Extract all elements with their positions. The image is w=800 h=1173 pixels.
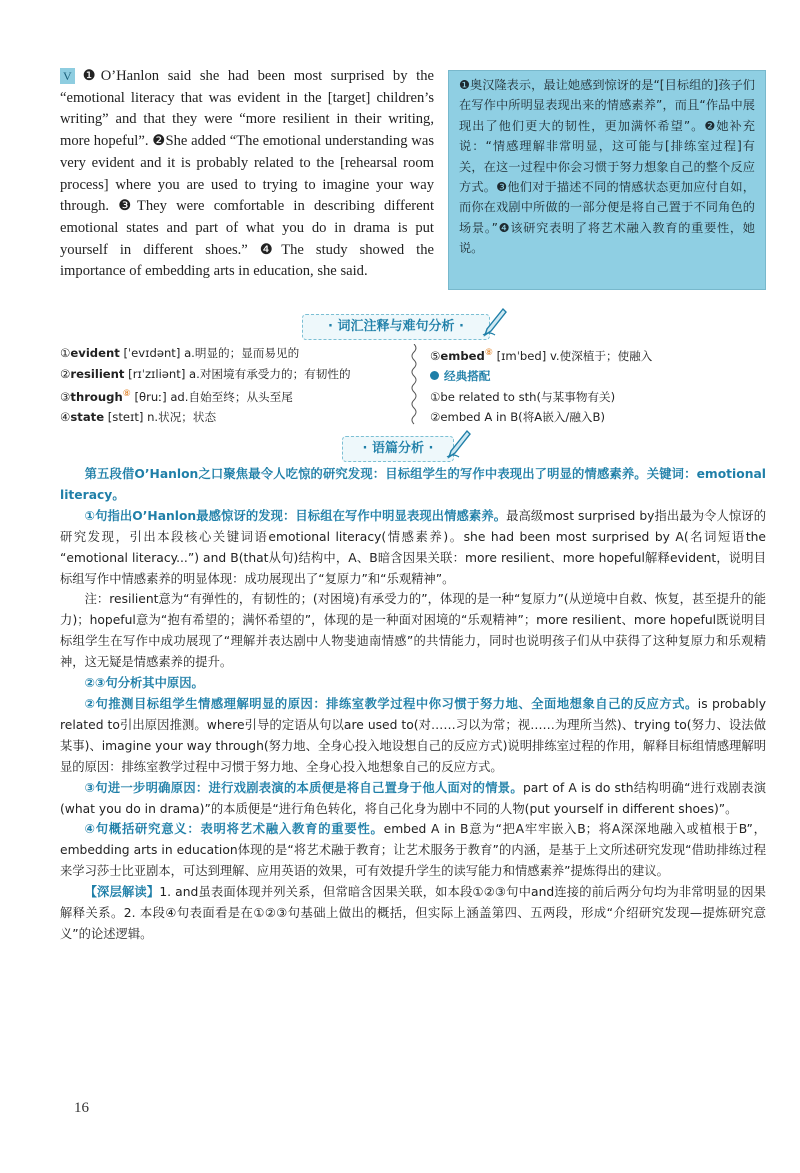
analysis-subhead: ②③句分析其中原因。	[84, 676, 204, 691]
analysis-section-title: · 语篇分析 ·	[362, 441, 434, 456]
vocab-section-title: · 词汇注释与难句分析 ·	[328, 319, 464, 334]
analysis-note: 注：resilient意为“有弹性的，有韧性的；(对困境)有承受力的”，体现的是一种“复原力”(从逆境中自救、恢复，甚至提升的能力)；hopeful意为“抱有希望的；满怀希望的”，体现的是一种面对困境的“乐观精神”；more resilient、more hopeful既说明目标组学生在写作中成功展现了“理解并表达剧中人物斐迪南情感”的共情能力，同时也说明孩子们从中获得了这种复原力和乐观精神，这无疑是情感素养的提升。	[60, 592, 766, 670]
collocation-heading: 经典搭配	[430, 366, 770, 387]
analysis-paragraph: ③句进一步明确原因：进行戏剧表演的本质便是将自己置身于他人面对的情景。part of A is do sth结构明确“进行戏剧表演(what you do in drama)”的本质便是“进行角色转化，将自己化身为剧中不同的人物(put yourself in different shoes)”。	[60, 780, 766, 816]
vocab-item: ①evident [ˈevɪdənt] a.明显的；显而易见的	[60, 346, 300, 360]
analysis-body	[60, 464, 766, 945]
pen-icon	[481, 307, 507, 337]
analysis-intro: 第五段借O’Hanlon之口聚焦最令人吃惊的研究发现：目标组学生的写作中表现出了明显的情感素养。关键词：emotional literacy。	[60, 467, 766, 502]
english-passage	[60, 66, 434, 283]
paragraph-tag: V	[60, 68, 75, 84]
vocab-list	[60, 343, 400, 428]
star-icon: ⑧	[122, 389, 131, 399]
collocation-item: ②embed A in B(将A嵌入/融入B)	[430, 410, 605, 425]
analysis-paragraph: ②句推测目标组学生情感理解明显的原因：排练室教学过程中你习惯于努力地、全面地想象自己的反应方式。is probably related to引出原因推测。where引导的定语从句以are used to(对……习以为常；视……为理所当然)、trying to(努力、设法做某事)、imagine your way through(努力地、全身心投入地设想自己的反应方式)说明排练室过程的作用，解释目标组情感理解明显的原因：排练室教学过程中习惯于努力地、全身心投入地想象自己的反应方式。	[60, 696, 767, 774]
analysis-paragraph: ①句指出O’Hanlon最感惊讶的发现：目标组在写作中明显表现出情感素养。最高级most surprised by指出最为令人惊讶的研究发现，引出本段核心关键词语emotional literacy(情感素养)。she had been most surprised by A(名词短语the “emotional literacy...”) and B(that从句)结构中，A、B暗含因果关联：more resilient、more hopeful解释evident，说明目标组写作中情感素养的明显体现：成功展现出了“复原力”和“乐观精神”。	[60, 508, 766, 586]
passage-text: ❶O’Hanlon said she had been most surprised by the “emotional literacy that was evident in the [target] children’s writing” and that they were “more resilient in their writing, more hopeful”. ❷She added “The emotional understanding was very evident and it is probably related to the [rehearsal room process] where you are used to trying to imagine your way through. ❸They were comfortable in describing different emotional states and part of what you do in drama is put yourself in different shoes.” ❹The study showed the importance of embedding arts in education, she said.	[60, 68, 434, 280]
analysis-paragraph: ④句概括研究意义：表明将艺术融入教育的重要性。embed A in B意为“把A牢牢嵌入B；将A深深地融入或植根于B”，embedding arts in education体现的是“将艺术融于教育；让艺术服务于教育”的内涵，是基于上文所述研究发现“借助排练过程来学习莎士比亚剧本，可达到理解、应用英语的效果，可有效提升学生的读写能力和情感素养”提炼得出的建议。	[60, 822, 766, 879]
vocab-item: ③through⑧ [θruː] ad.自始至终；从头至尾	[60, 389, 293, 404]
pen-icon	[445, 429, 471, 459]
vocab-item: ④state [steɪt] n.状况；状态	[60, 410, 217, 425]
vocab-item: ②resilient [rɪˈzɪliənt] a.对困境有承受力的；有韧性的	[60, 366, 351, 381]
vocab-right-column	[430, 343, 770, 428]
bullet-icon	[430, 371, 439, 380]
star-icon: ⑧	[484, 348, 493, 358]
vocab-item: ⑤embed⑧ [ɪmˈbed] v.使深植于；使融入	[430, 348, 653, 363]
translation-text: ❶奥汉隆表示，最让她感到惊讶的是“[目标组的]孩子们在写作中所明显表现出来的情感素养”，而且“作品中展现出了他们更大的韧性，更加满怀希望”。❷她补充说：“情感理解非常明显，这可能与[排练室过程]有关，在这一过程中你会习惯于努力想象自己的整个反应方式。❸他们对于描述不同的情感状态更加应付自如，而你在戏剧中所做的一部分便是将自己置于不同角色的场景。”❹该研究表明了将艺术融入教育的重要性，她说。	[459, 78, 755, 256]
vocab-section-header	[302, 314, 490, 340]
deep-reading: 【深层解读】1. and虽表面体现并列关系，但常暗含因果关联，如本段①②③句中and连接的前后两分句均为非常明显的因果解释关系。2. 本段④句表面看是在①②③句基础上做出的概括，但实际上涵盖第四、五两段，形成“介绍研究发现—提炼研究意义”的论述逻辑。	[60, 885, 766, 941]
spiral-divider	[410, 344, 418, 426]
collocation-item: ①be related to sth(与某事物有关)	[430, 389, 616, 404]
translation-box	[448, 70, 766, 290]
analysis-section-header	[342, 436, 454, 462]
page-number: 16	[74, 1100, 89, 1116]
